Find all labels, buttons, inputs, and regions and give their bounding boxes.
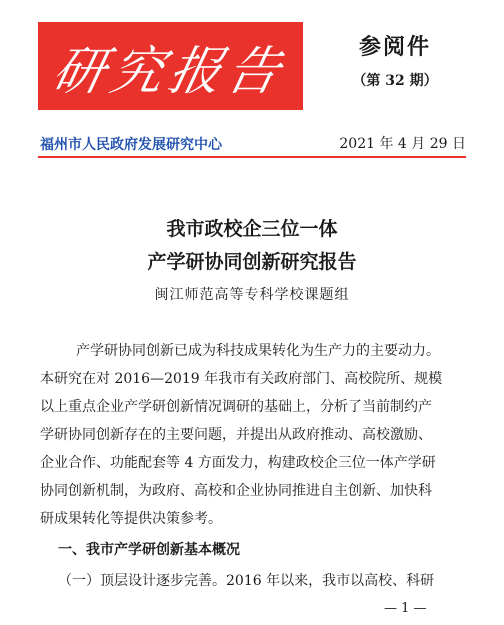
paragraph-line: 产学研协同创新已成为科技成果转化为生产力的主要动力。 [76,343,440,359]
paragraph-line: 学研协同创新存在的主要问题，并提出从政府推动、高校激励、 [40,427,432,443]
subsection-line: （一）顶层设计逐步完善。2016 年以来，我市以高校、科研 [58,573,435,589]
issuing-organization: 福州市人民政府发展研究中心 [40,137,222,153]
paragraph-line: 以上重点企业产学研创新情况调研的基础上，分析了当前制约产 [40,399,432,415]
paragraph-line: 协同创新机制，为政府、高校和企业协同推进自主创新、加快科 [40,483,432,499]
masthead-title: 研究报告 [46,41,292,102]
paragraph-line: 本研究在对 2016—2019 年我市有关政府部门、高校院所、规模 [40,371,443,387]
issue-date: 2021 年 4 月 29 日 [339,136,466,152]
reference-label: 参阅件 [358,35,431,60]
issue-number: （第 32 期） [352,73,438,89]
paragraph-line: 企业合作、功能配套等 4 方面发力，构建政校企三位一体产学研 [40,455,436,471]
page-number: — 1 — [384,601,427,616]
section-heading: 一、我市产学研创新基本概况 [58,542,240,558]
document-author: 闽江师范高等专科学校课题组 [154,287,350,303]
document-title-line1: 我市政校企三位一体 [166,218,338,240]
document-title-line2: 产学研协同创新研究报告 [147,251,357,273]
header-divider [38,156,466,158]
paragraph-line: 研成果转化等提供决策参考。 [40,511,222,527]
masthead-banner [38,22,303,110]
